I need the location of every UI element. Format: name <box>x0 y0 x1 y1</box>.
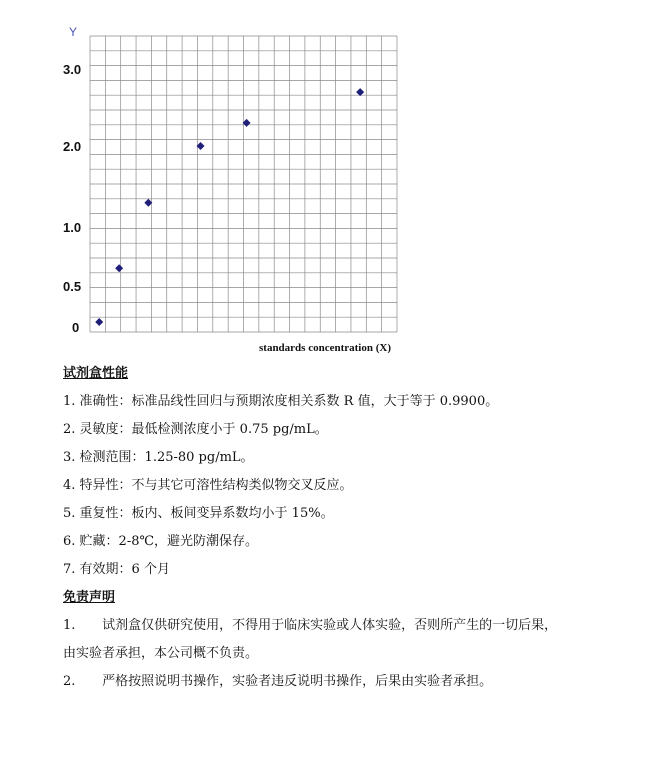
data-point-marker <box>95 318 103 326</box>
performance-item <box>63 558 170 577</box>
y-tick-label: 0 <box>72 320 80 335</box>
item-number: 1. <box>63 618 76 633</box>
item-number: 3. <box>63 450 76 465</box>
item-text: 检测范围：1.25-80 pg/mL。 <box>79 450 254 465</box>
disclaimer-item-continuation: 由实验者承担，本公司概不负责。 <box>63 646 259 661</box>
data-point-marker <box>115 264 123 272</box>
disclaimer-item <box>63 614 557 633</box>
performance-item <box>63 474 353 493</box>
item-number: 6. <box>63 534 76 549</box>
x-axis-label: standards concentration (X) <box>259 342 391 354</box>
chart-grid <box>90 36 397 332</box>
item-number: 1. <box>63 394 76 409</box>
item-text: 灵敏度：最低检测浓度小于 0.75 pg/mL。 <box>79 422 328 437</box>
performance-item <box>63 446 254 465</box>
y-tick-label: 0.5 <box>63 279 82 294</box>
performance-item <box>63 502 334 521</box>
item-text: 严格按照说明书操作，实验者违反说明书操作，后果由实验者承担。 <box>102 674 493 689</box>
item-number: 5. <box>63 506 76 521</box>
y-tick-label: 1.0 <box>63 220 82 235</box>
scatter-chart <box>0 0 658 360</box>
item-text: 贮藏：2-8℃，避光防潮保存。 <box>79 534 259 549</box>
performance-item <box>63 390 498 409</box>
y-tick-label: 2.0 <box>63 139 82 154</box>
disclaimer-heading: 免责声明 <box>63 590 116 605</box>
performance-item <box>63 418 328 437</box>
item-number: 2. <box>63 422 76 437</box>
item-number: 4. <box>63 478 76 493</box>
item-text: 重复性：板内、板间变异系数均小于 15%。 <box>79 506 334 521</box>
item-text: 准确性：标准品线性回归与预期浓度相关系数 R 值，大于等于 0.9900。 <box>79 394 499 409</box>
y-tick-label: 3.0 <box>63 62 82 77</box>
performance-heading: 试剂盒性能 <box>63 366 129 381</box>
item-text: 试剂盒仅供研究使用，不得用于临床实验或人体实验，否则所产生的一切后果， <box>102 618 558 633</box>
disclaimer-item <box>63 670 492 689</box>
item-number: 2. <box>63 674 76 689</box>
item-text: 特异性：不与其它可溶性结构类似物交叉反应。 <box>79 478 353 493</box>
item-text: 有效期：6 个月 <box>79 562 170 577</box>
y-axis-letter: Y <box>69 25 78 39</box>
item-number: 7. <box>63 562 76 577</box>
data-points <box>95 88 364 326</box>
performance-item <box>63 530 258 549</box>
